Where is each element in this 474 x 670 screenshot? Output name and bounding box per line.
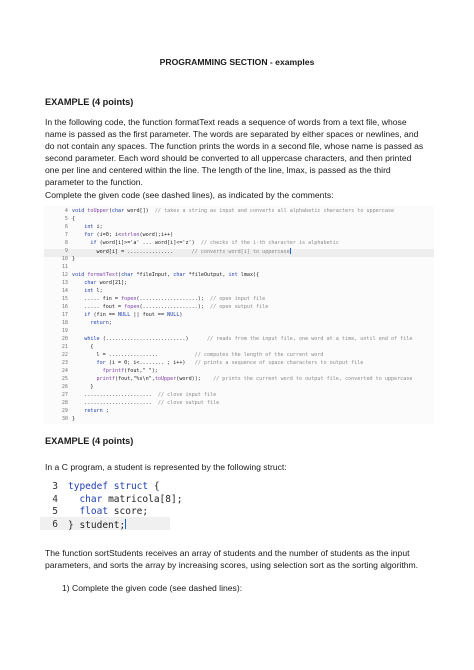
line-number: 27: [61, 392, 68, 398]
paragraph-line: second parameter. Each word should be converted to all uppercase characters, and then printed: [45, 153, 412, 164]
paragraph-line: one per line and centered within the line. The length of the line, lmax, is passed as the third: [45, 165, 391, 176]
code-line: }: [72, 384, 94, 390]
code-line: if (fin == NULL || fout == NULL): [84, 312, 183, 318]
line-number: 25: [61, 376, 68, 382]
code-block-student-struct: [40, 480, 210, 532]
code-line: l = ................ // computes the length of the current word: [72, 352, 324, 358]
code-line: int l;: [84, 288, 103, 294]
example-2-heading: EXAMPLE (4 points): [45, 436, 134, 446]
line-number: 18: [61, 320, 68, 326]
line-number: 8: [64, 240, 68, 246]
line-number: 23: [61, 360, 68, 366]
line-number: 3: [52, 481, 58, 492]
code-line: return ;: [84, 408, 109, 414]
line-number: 6: [52, 518, 58, 530]
code-line: {: [72, 216, 76, 222]
code-line: ..... fin = fopen(...................); // open input file: [72, 296, 266, 302]
line-number: 9: [64, 248, 68, 254]
code-line: {: [72, 344, 94, 350]
line-number: 4: [64, 208, 68, 214]
line-number: 15: [61, 296, 68, 302]
line-number: 11: [61, 264, 68, 270]
paragraph-line: The function sortStudents receives an array of students and the number of students as the input: [45, 548, 410, 558]
line-number: 10: [61, 256, 68, 262]
code-line: char matricola[8];: [79, 493, 183, 505]
paragraph-line: parameters, and sorts the array by increasing scores, using selection sort as the sorting algorithm.: [45, 560, 419, 571]
code-line: }: [72, 416, 76, 422]
code-line: }: [72, 256, 76, 262]
example-1-heading: EXAMPLE (4 points): [45, 97, 134, 107]
paragraph-line: Complete the given code (see dashed lines), as indicated by the comments:: [45, 189, 334, 200]
line-number: 5: [52, 506, 58, 518]
line-number: 19: [61, 328, 68, 334]
code-line: typedef struct {: [68, 481, 160, 492]
code-line: char word[21];: [84, 280, 128, 286]
line-number: 28: [61, 400, 68, 406]
paragraph-line: name is passed as the first parameter. The words are separated by either spaces or newlines, and: [45, 129, 419, 140]
line-number: 29: [61, 408, 68, 414]
line-number: 20: [61, 336, 68, 342]
line-number: 12: [61, 272, 68, 278]
code-line: while (..........................) // reads from the input file, one word at a time, until end of file: [84, 336, 413, 342]
code-line: word[i] = ............... // converts word[i] to uppercase: [72, 249, 290, 255]
line-number: 17: [61, 312, 68, 318]
page-title: PROGRAMMING SECTION - examples: [159, 57, 315, 67]
code-line: ...................... // close input file: [72, 392, 217, 398]
line-number: 13: [61, 280, 68, 286]
line-number: 24: [61, 368, 68, 374]
code-line: for (i=0; i<strlen(word);i++): [84, 232, 174, 238]
line-number: 21: [61, 344, 68, 350]
code-line: void toUpper(char word[]) // takes a string as input and converts all alphabetic characters to uppercase: [72, 208, 395, 214]
list-item: 1) Complete the given code (see dashed lines):: [62, 583, 243, 593]
line-number: 26: [61, 384, 68, 390]
code-line: return;: [90, 320, 112, 326]
line-number: 30: [61, 416, 68, 422]
code-line: printf(fout,"%s\n",toUpper(word)); // prints the current word to output file, converted to uppercase: [96, 376, 413, 382]
code-line: fprintf(fout," ");: [102, 368, 158, 374]
code-line: void formatText(char *fileInput, char *fileOutput, int lmax){: [72, 272, 260, 278]
line-number: 6: [64, 224, 68, 230]
line-number: 14: [61, 288, 68, 294]
example-2-paragraph: [45, 547, 440, 571]
line-number: 16: [61, 304, 68, 310]
example-2-intro: In a C program, a student is represented by the following struct:: [45, 462, 287, 472]
example-1-paragraph: [45, 116, 440, 201]
code-block-format-text: [44, 206, 434, 424]
paragraph-line: In the following code, the function formatText reads a sequence of words from a text file, whose: [45, 117, 407, 127]
code-line: float score;: [79, 506, 149, 518]
line-number: 5: [64, 216, 68, 222]
line-number: 7: [64, 232, 68, 238]
code-line: ...................... // close output file: [72, 400, 220, 406]
code-line: for (i = 0; i<........ ; i++) // prints a sequence of space characters to output file: [96, 360, 364, 366]
line-number: 22: [61, 352, 68, 358]
code-line: int i;: [84, 224, 103, 230]
code-line: } student;: [68, 519, 126, 531]
code-line: ..... fout = fopen(..................); // open output file: [72, 304, 269, 310]
paragraph-line: parameter to the function.: [45, 177, 143, 188]
line-number: 4: [52, 493, 58, 505]
paragraph-line: do not contain any spaces. The function prints the words in a second file, whose name is passed as: [45, 141, 424, 152]
code-line: if (word[i]>='a' ... word[i]<='z') // checks if the i-th character is alphabetic: [90, 240, 339, 246]
